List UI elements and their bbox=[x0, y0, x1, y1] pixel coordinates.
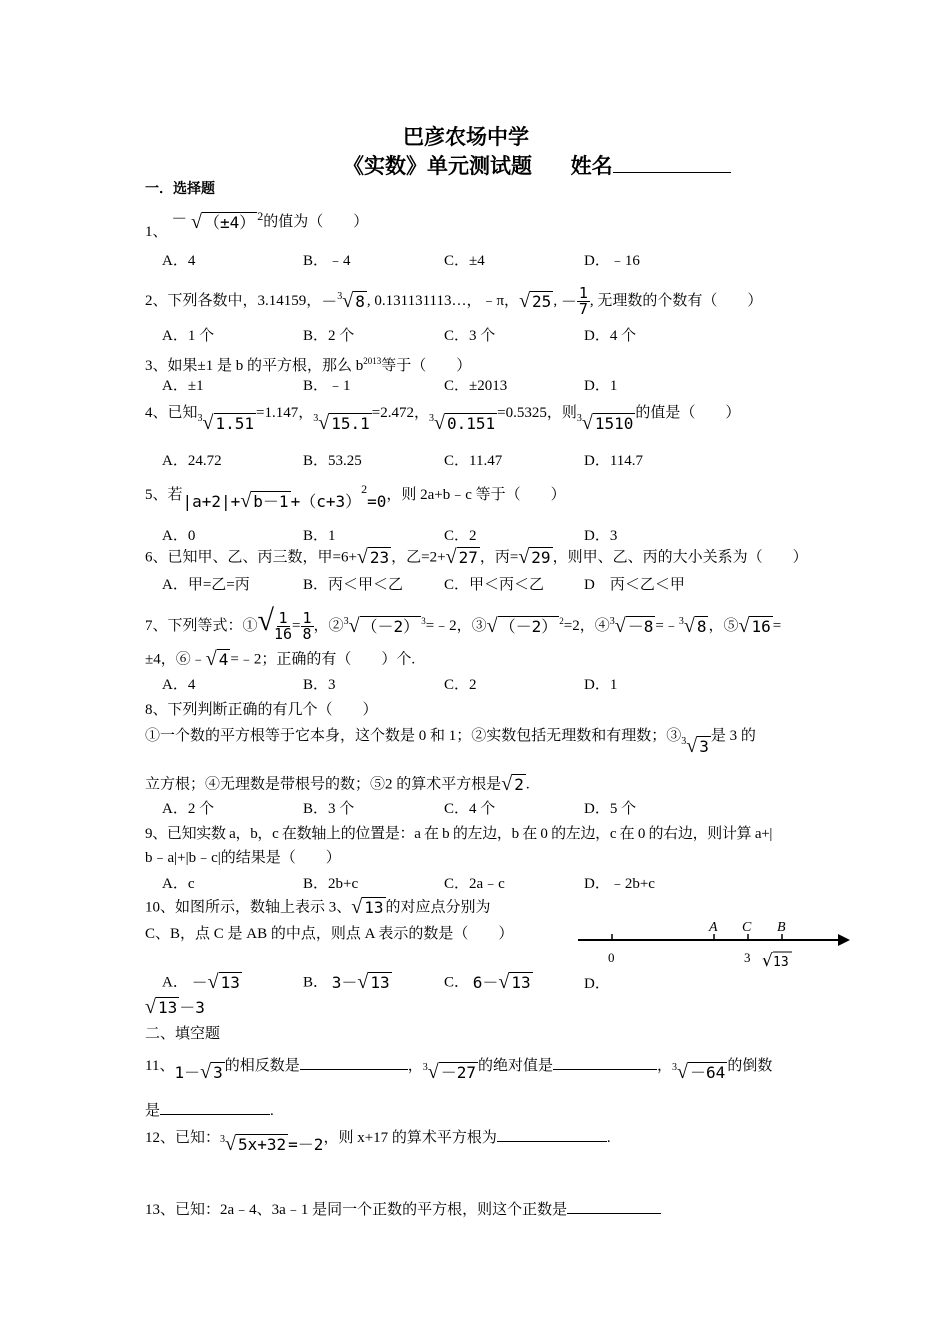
q7-line-2b: =﹣2；正确的有（ ）个. bbox=[230, 651, 416, 668]
exponent: 2 bbox=[559, 615, 564, 626]
label-three: 3 bbox=[744, 950, 751, 965]
q4-value-1: =1.147， bbox=[256, 405, 314, 421]
q8-option-a[interactable]: A．2 个 bbox=[162, 801, 215, 817]
question-7 bbox=[145, 603, 782, 643]
cube-root: $^3$√ 15.1 bbox=[313, 412, 370, 434]
question-10-line-2: C、B，点 C 是 AB 的中点，则点 A 表示的数是（ ） bbox=[145, 926, 514, 942]
expr-suffix: －3 bbox=[179, 998, 205, 1017]
q7-option-c[interactable]: C．2 bbox=[444, 677, 477, 693]
q6-tail: ，则甲、乙、丙的大小关系为（ ） bbox=[552, 549, 808, 566]
option-letter: C． bbox=[444, 974, 470, 991]
label-sqrt-symbol: √ bbox=[762, 951, 773, 971]
radicand: 13 bbox=[364, 898, 384, 917]
q5-option-c[interactable]: C．2 bbox=[444, 528, 477, 544]
cube-root: $^3$√ －8 bbox=[609, 614, 654, 637]
q2-text-a: 2、下列各数中，3.14159， bbox=[145, 292, 322, 309]
cube-root: $^3$√ 8 bbox=[678, 614, 707, 637]
answer-blank[interactable] bbox=[497, 1127, 607, 1142]
question-tail: 的值为（ ） bbox=[263, 214, 369, 230]
fraction bbox=[301, 611, 314, 642]
cube-root: $^3$√ －27 bbox=[422, 1061, 477, 1083]
label-b: B bbox=[777, 920, 786, 935]
question-13 bbox=[145, 1199, 661, 1219]
q5-option-d[interactable]: D．3 bbox=[584, 528, 618, 544]
q8-option-b[interactable]: B．3 个 bbox=[303, 801, 355, 817]
cube-root: $^3$√ 1510 bbox=[576, 412, 634, 434]
cube-root: $^3$√ （－2） bbox=[343, 614, 420, 637]
square-root: √ 13 bbox=[145, 996, 178, 1018]
denominator: 8 bbox=[302, 625, 312, 643]
section-heading-fill: 二、填空题 bbox=[145, 1026, 221, 1042]
minus-sign: － bbox=[560, 291, 577, 311]
axis-arrow bbox=[838, 934, 850, 946]
radicand: 16 bbox=[751, 616, 771, 636]
q10-line-1: 10、如图所示，数轴上表示 3、 bbox=[145, 899, 352, 916]
radicand: 3 bbox=[699, 737, 709, 756]
q1-option-a[interactable]: A．4 bbox=[162, 253, 196, 269]
q6-option-b[interactable]: B．丙＜甲＜乙 bbox=[303, 577, 404, 593]
q5-tail: ，则 2a+b﹣c 等于（ ） bbox=[386, 487, 566, 503]
q10-option-d[interactable] bbox=[584, 975, 610, 993]
q2-text-c: , 无理数的个数有（ ） bbox=[589, 292, 763, 309]
question-8-line-1 bbox=[145, 727, 756, 757]
radicand: 8 bbox=[355, 291, 365, 311]
q7-value-3: =2，④ bbox=[563, 617, 610, 634]
q6-mid-2: ，丙= bbox=[479, 549, 519, 566]
q1-option-c[interactable]: C．±4 bbox=[444, 253, 485, 269]
q10-option-c[interactable] bbox=[444, 973, 533, 993]
q3-option-b[interactable]: B．﹣1 bbox=[303, 378, 351, 394]
label-c: C bbox=[742, 920, 752, 935]
q7-line-2: ±4，⑥﹣ bbox=[145, 651, 206, 668]
q4-option-a[interactable]: A．24.72 bbox=[162, 453, 222, 469]
expr-prefix: 1－ bbox=[174, 1063, 201, 1082]
question-1 bbox=[145, 207, 368, 241]
question-12 bbox=[145, 1127, 611, 1155]
q10-line-1b: 的对应点分别为 bbox=[385, 899, 491, 916]
radicand: 13 bbox=[511, 973, 531, 992]
expr-prefix: 6－ bbox=[472, 973, 499, 992]
square-root: √ 29 bbox=[518, 546, 551, 568]
exponent: 2 bbox=[361, 482, 368, 496]
abs-expression: |a+2|+ bbox=[182, 492, 241, 511]
q1-option-b[interactable]: B．﹣4 bbox=[303, 253, 351, 269]
q7-pre: 7、下列等式：① bbox=[145, 617, 258, 634]
q7-option-a[interactable]: A．4 bbox=[162, 677, 196, 693]
section-heading-choice: 一．选择题 bbox=[145, 181, 215, 197]
question-7-line-2 bbox=[145, 650, 415, 670]
radicand: 27 bbox=[458, 548, 478, 567]
q6-pre: 6、已知甲、乙、丙三数，甲=6+ bbox=[145, 549, 357, 566]
q4-tail: 的值是（ ） bbox=[635, 405, 741, 421]
q3-option-a[interactable]: A．±1 bbox=[162, 378, 204, 394]
q7-value-5: ，⑤ bbox=[708, 617, 739, 634]
name-blank[interactable] bbox=[613, 152, 731, 173]
q12-tail: ，则 x+17 的算术平方根为 bbox=[323, 1130, 497, 1146]
radicand: 3 bbox=[213, 1063, 223, 1082]
radicand: －8 bbox=[627, 616, 654, 636]
q2-option-c[interactable]: C．3 个 bbox=[444, 328, 496, 344]
question-8: 8、下列判断正确的有几个（ ） bbox=[145, 702, 378, 718]
radicand: 5x+32 bbox=[238, 1135, 287, 1154]
q11-text-1: 的相反数是 bbox=[224, 1058, 300, 1074]
cube-root: $^3$√ －64 bbox=[672, 1061, 726, 1083]
exam-title: 《实数》单元测试题 bbox=[343, 154, 532, 178]
fraction bbox=[274, 611, 292, 642]
option-letter: A． bbox=[162, 974, 188, 991]
q10-option-d-expr[interactable] bbox=[145, 998, 205, 1018]
q8-line-2: 立方根；④无理数是带根号的数；⑤2 的算术平方根是 bbox=[145, 776, 502, 793]
q9-option-a[interactable]: A．c bbox=[162, 876, 195, 892]
q9-option-b[interactable]: B．2b+c bbox=[303, 876, 359, 892]
option-letter: B． bbox=[303, 974, 329, 991]
exponent: 2 bbox=[257, 209, 264, 223]
square-root: √ 13 bbox=[207, 971, 240, 993]
label-zero: 0 bbox=[608, 950, 615, 965]
q2-option-d[interactable]: D．4 个 bbox=[584, 328, 637, 344]
q7-value-2: =﹣2，③ bbox=[425, 617, 487, 634]
q6-mid-1: ，乙=2+ bbox=[391, 549, 446, 566]
q4-option-d[interactable]: D．114.7 bbox=[584, 453, 644, 469]
period: . bbox=[270, 1103, 274, 1119]
answer-blank[interactable] bbox=[567, 1199, 661, 1214]
cube-root: $^3$√ 5x+32 bbox=[220, 1133, 287, 1155]
radicand: 25 bbox=[532, 291, 552, 311]
option-letter: D． bbox=[584, 976, 610, 992]
square-root: √ （－2） bbox=[486, 614, 558, 637]
q5-pre: 5、若 bbox=[145, 487, 183, 503]
question-11 bbox=[145, 1055, 772, 1083]
q6-option-d[interactable]: D 丙＜乙＜甲 bbox=[584, 577, 685, 593]
q8-option-d[interactable]: D．5 个 bbox=[584, 801, 637, 817]
cube-root: $^3$√ 8 bbox=[337, 289, 365, 312]
radicand: 8 bbox=[696, 616, 707, 636]
numerator: 1 bbox=[302, 609, 312, 627]
numerator: 1 bbox=[278, 609, 288, 627]
q7-option-d[interactable]: D．1 bbox=[584, 677, 618, 693]
equals-zero: =0 bbox=[367, 492, 387, 511]
number-line-figure bbox=[570, 912, 860, 972]
radicand: 13 bbox=[157, 998, 178, 1017]
question-3 bbox=[145, 352, 471, 375]
exam-title-line bbox=[343, 152, 731, 179]
fraction bbox=[577, 286, 590, 317]
question-11-line-2 bbox=[145, 1100, 274, 1120]
q11-text-3: 的倒数 bbox=[727, 1058, 773, 1074]
q4-option-c[interactable]: C．11.47 bbox=[444, 453, 503, 469]
q10-option-a[interactable] bbox=[162, 973, 242, 993]
q1-option-d[interactable]: D．﹣16 bbox=[584, 253, 640, 269]
denominator: 16 bbox=[273, 625, 293, 643]
radicand: 2 bbox=[514, 775, 524, 794]
exponent: 2013 bbox=[363, 356, 382, 366]
numerator: 1 bbox=[578, 284, 588, 302]
q3-text: 3、如果±1 是 b 的平方根，那么 b bbox=[145, 358, 364, 374]
q7-value-4: =﹣ bbox=[655, 617, 679, 634]
radicand: （－2） bbox=[499, 616, 558, 636]
question-number: 1、 bbox=[145, 224, 168, 240]
q11-pre: 11、 bbox=[145, 1058, 175, 1074]
answer-blank-1[interactable] bbox=[300, 1055, 408, 1070]
q13-text: 13、已知：2a﹣4、3a﹣1 是同一个正数的平方根，则这个正数是 bbox=[145, 1202, 568, 1218]
q5-option-a[interactable]: A．0 bbox=[162, 528, 196, 544]
square-root: √ 16 bbox=[738, 614, 771, 637]
answer-blank-3[interactable] bbox=[160, 1100, 270, 1115]
q4-value-3: =0.5325，则 bbox=[497, 405, 577, 421]
equation-rhs: =－2 bbox=[288, 1135, 324, 1154]
period: . bbox=[525, 776, 530, 793]
square-root: √ 3 bbox=[200, 1061, 223, 1083]
equals: = bbox=[292, 617, 301, 634]
radicand: －27 bbox=[440, 1063, 477, 1082]
radicand: 1.51 bbox=[215, 414, 255, 433]
square-root: √ 4 bbox=[205, 648, 229, 670]
radicand: 23 bbox=[369, 548, 390, 567]
q12-pre: 12、已知： bbox=[145, 1130, 221, 1146]
radicand: 29 bbox=[531, 548, 551, 567]
square-root: √ 2 bbox=[501, 773, 524, 795]
radicand: －64 bbox=[690, 1063, 726, 1082]
answer-blank-2[interactable] bbox=[553, 1055, 657, 1070]
q3-tail: 等于（ ） bbox=[381, 358, 472, 374]
q6-option-a[interactable]: A．甲=乙=丙 bbox=[162, 577, 250, 593]
question-5 bbox=[145, 480, 566, 512]
name-label: 姓名 bbox=[570, 154, 613, 178]
q7-sep-2: ，② bbox=[313, 617, 344, 634]
q8-line-1: ①一个数的平方根等于它本身，这个数是 0 和 1；②实数包括无理数和有理数；③ bbox=[145, 728, 682, 744]
q2-option-b[interactable]: B．2 个 bbox=[303, 328, 355, 344]
question-9-line-2: b﹣a|+|b﹣c|的结果是（ ） bbox=[145, 850, 341, 866]
radicand: 15.1 bbox=[331, 414, 370, 433]
denominator: 7 bbox=[578, 300, 588, 318]
cube-root: $^3$√ 3 bbox=[681, 735, 709, 757]
q7-value-6: = bbox=[772, 617, 782, 634]
question-6 bbox=[145, 548, 808, 568]
separator: ， bbox=[407, 1058, 423, 1074]
q3-option-d[interactable]: D．1 bbox=[584, 378, 618, 394]
label-a: A bbox=[709, 920, 718, 935]
q8-line-1b: 是 3 的 bbox=[710, 728, 756, 744]
label-sqrt-radicand: 13 bbox=[773, 955, 789, 970]
q2-option-a[interactable]: A．1 个 bbox=[162, 328, 215, 344]
q4-pre: 4、已知 bbox=[145, 405, 198, 421]
question-2: 2、下列各数中，3.14159，－$^3$√ 8 , 0.131131113…，﹣π，√ 25 , － $\frac{1}{7}$ , 无理数的个数有（ ） bbox=[145, 284, 763, 318]
square-root: √ 13 bbox=[498, 971, 531, 993]
radicand: 4 bbox=[218, 650, 229, 669]
expr-prefix: － bbox=[191, 973, 208, 992]
square-root: √ 13 bbox=[357, 971, 390, 993]
question-4 bbox=[145, 404, 740, 434]
radicand: 13 bbox=[370, 973, 390, 992]
question-9-line-1: 9、已知实数 a，b，c 在数轴上的位置是：a 在 b 的左边，b 在 0 的左边，c 在 0 的右边，则计算 a+| bbox=[145, 826, 773, 842]
q11-line-2: 是 bbox=[145, 1103, 161, 1119]
question-8-line-2 bbox=[145, 775, 530, 795]
square-root: √ $\frac{1}{16}$ bbox=[257, 603, 293, 643]
q11-text-2: 的绝对值是 bbox=[478, 1058, 554, 1074]
radicand: 1510 bbox=[594, 414, 634, 433]
square-root: √ 23 bbox=[356, 546, 390, 568]
q8-option-c[interactable]: C．4 个 bbox=[444, 801, 496, 817]
expr-sign: － bbox=[171, 209, 188, 228]
radicand: 0.151 bbox=[446, 414, 496, 433]
cube-root: $^3$√ 1.51 bbox=[197, 412, 255, 434]
q4-value-2: =2.472， bbox=[371, 405, 429, 421]
q6-option-c[interactable]: C．甲＜丙＜乙 bbox=[444, 577, 545, 593]
period: . bbox=[606, 1130, 611, 1146]
q10-option-b[interactable] bbox=[303, 973, 392, 993]
minus-sign: － bbox=[321, 291, 338, 311]
q9-option-d[interactable]: D．﹣2b+c bbox=[584, 876, 655, 892]
sqrt-expression: √ （±4） bbox=[191, 210, 256, 233]
exponent: 3 bbox=[421, 615, 426, 626]
square-root: √ b－1 bbox=[240, 490, 289, 512]
q7-option-b[interactable]: B．3 bbox=[303, 677, 336, 693]
question-10-line-1 bbox=[145, 898, 491, 918]
q3-option-c[interactable]: C．±2013 bbox=[444, 378, 508, 394]
square-root: √ 25 bbox=[519, 289, 552, 312]
school-title: 巴彦农场中学 bbox=[403, 125, 529, 149]
expr-prefix: 3－ bbox=[331, 973, 358, 992]
radicand: b－1 bbox=[253, 492, 289, 511]
square-root: √ 13 bbox=[351, 896, 384, 918]
rest-expression: +（c+3） bbox=[290, 492, 362, 511]
radicand: （－2） bbox=[361, 616, 420, 636]
q9-option-c[interactable]: C．2a﹣c bbox=[444, 876, 505, 892]
square-root: √ 27 bbox=[445, 546, 478, 568]
q4-option-b[interactable]: B．53.25 bbox=[303, 453, 362, 469]
cube-root: $^3$√ 0.151 bbox=[428, 412, 496, 434]
radicand: 13 bbox=[220, 973, 240, 992]
q2-text-b: , 0.131131113…，﹣π， bbox=[366, 292, 520, 309]
q5-option-b[interactable]: B．1 bbox=[303, 528, 336, 544]
separator: ， bbox=[657, 1058, 673, 1074]
